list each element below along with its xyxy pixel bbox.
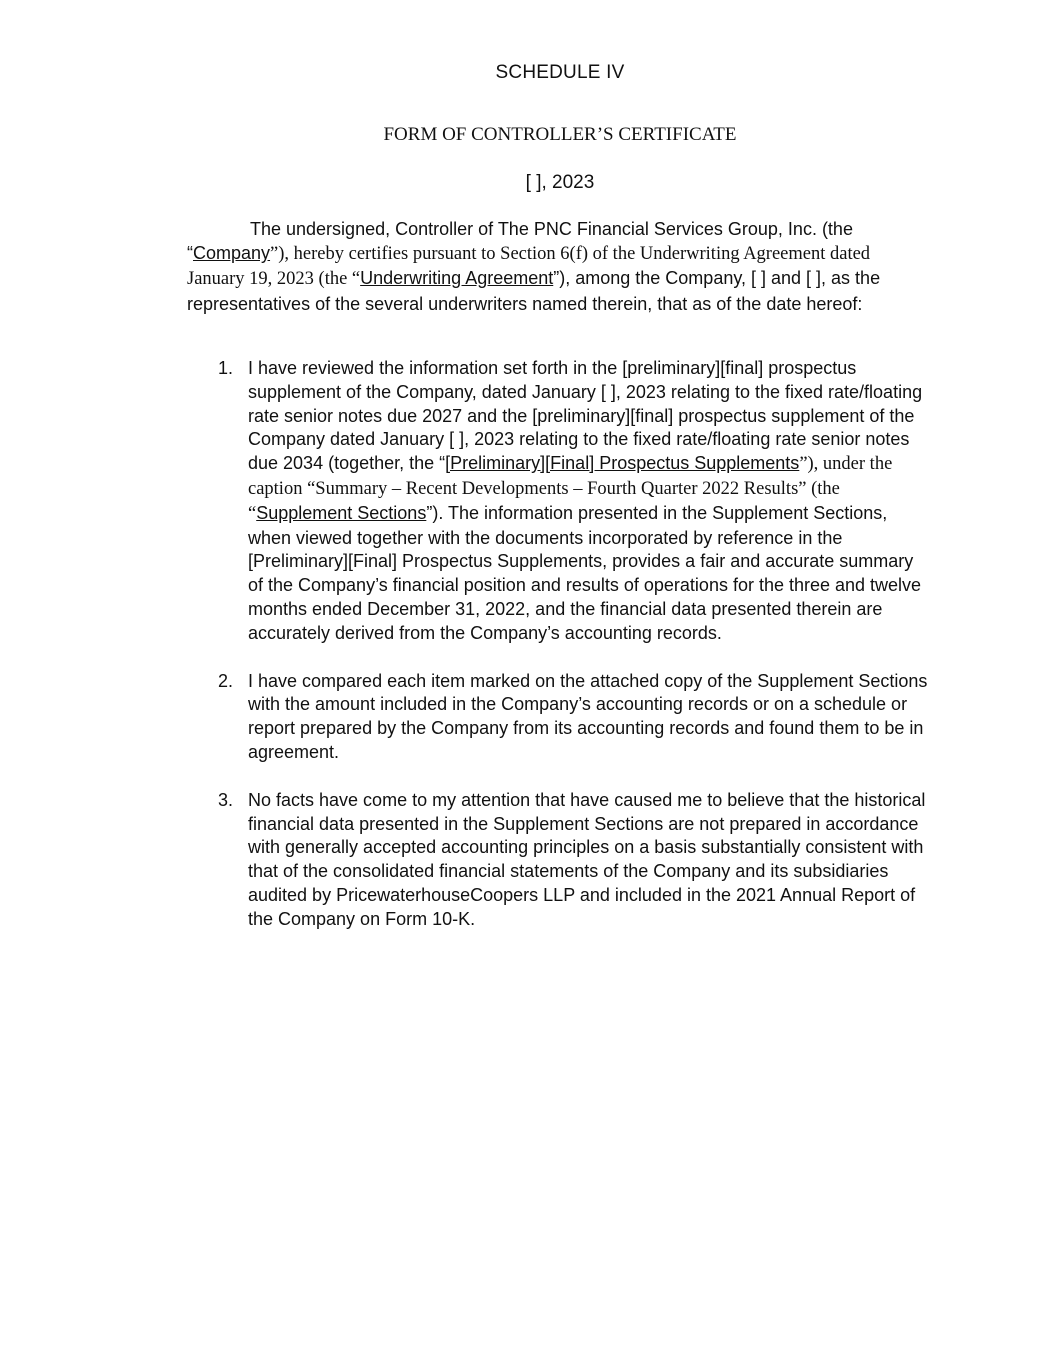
item-number: 3.: [218, 789, 234, 810]
certification-list: [187, 357, 932, 956]
form-title: FORM OF CONTROLLER’S CERTIFICATE: [383, 124, 737, 145]
defined-term-prospectus-supplements: [Preliminary][Final] Prospectus Supplements: [445, 453, 800, 474]
defined-term-underwriting-agreement: Underwriting Agreement: [360, 268, 554, 289]
item-text: No facts have come to my attention that have caused me to believe that the historical financial data presented in the Supplement Sections are not prepared in accordance with generally accepted accounting principles on a basis substantially consistent with that of the consolidated financial statements of the Company and its subsidiaries audited by PricewaterhouseCoopers LLP and included in the 2021 Annual Report of the Company on Form 10-K.: [248, 789, 926, 929]
item-text-part-2: ”), under the caption “Summary – Recent Developments – Fourth Quarter 2022 Results” (the “: [248, 454, 893, 524]
defined-term-supplement-sections: Supplement Sections: [256, 502, 427, 523]
intro-paragraph: [187, 217, 927, 316]
item-number: 2.: [218, 670, 234, 691]
defined-term-company: Company: [193, 243, 271, 264]
item-text-part-3: ”). The information presented in the Supplement Sections, when viewed together with the documents incorporated by reference in the [Preliminary][Final] Prospectus Supplements, provides a fair and accurate summary of the Company’s financial position and results of operations for the three and twelve months ended December 31, 2022, and the financial data presented therein are accurately derived from the Company’s accounting records.: [248, 502, 922, 643]
schedule-title: SCHEDULE IV: [495, 62, 625, 83]
intro-text-3: ”), among the Company, [ ] and [ ], as the representatives of the several underwriters named therein, that as of the date hereof:: [187, 268, 881, 314]
item-text: I have compared each item marked on the attached copy of the Supplement Sections with the amount included in the Company’s accounting records or on a schedule or report prepared by the Company from its accounting records and found them to be in agreement.: [248, 670, 928, 762]
intro-text-2: ”), hereby certifies pursuant to Section 6(f) of the Underwriting Agreement dated January 19, 2023 (the “: [187, 244, 871, 290]
certification-item-1: [187, 357, 932, 646]
item-text-part-1: I have reviewed the information set forth in the [preliminary][final] prospectus supplement of the Company, dated January [ ], 2023 relating to the fixed rate/floating rate senior notes due 2027 and the [preliminary][final] prospectus supplement of the Company dated January [ ], 2023 relating to the fixed rate/floating rate senior notes due 2034 (together, the “: [248, 358, 923, 474]
certification-item-3: [187, 789, 932, 932]
certification-item-2: [187, 670, 932, 765]
item-number: 1.: [218, 358, 234, 378]
intro-text-1: The undersigned, Controller of The PNC Financial Services Group, Inc. (the “: [187, 219, 853, 264]
certificate-date: [ ], 2023: [525, 172, 595, 193]
